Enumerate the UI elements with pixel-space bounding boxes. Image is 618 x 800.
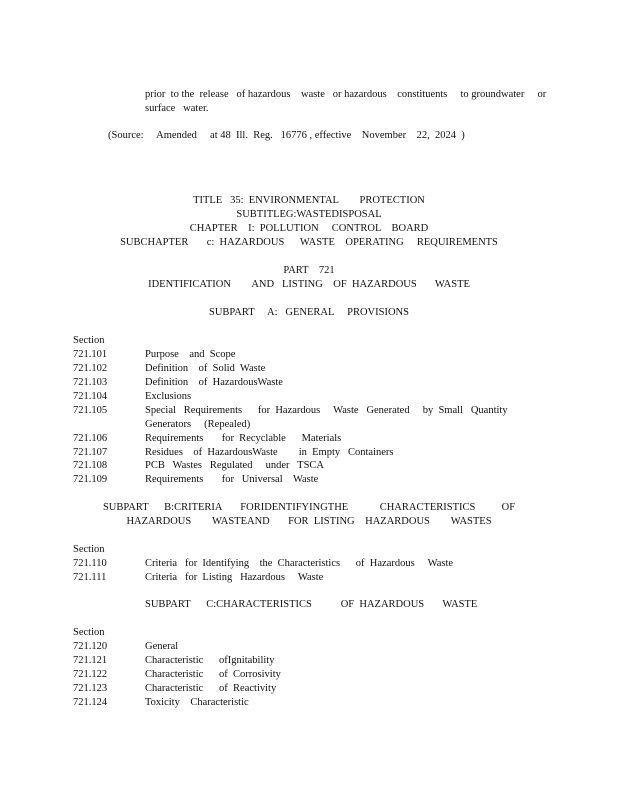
subpart-b-title-line-1: SUBPART B:CRITERIA FORIDENTIFYINGTHE CHARACTERISTICS OF	[102, 502, 516, 513]
section-title: General	[145, 641, 179, 652]
section-number: 721.108	[73, 460, 108, 471]
section-title: Requirements for Recyclable Materials	[145, 433, 342, 444]
section-number: 721.104	[73, 391, 108, 402]
section-number: 721.122	[73, 669, 108, 680]
section-number: 721.111	[73, 572, 107, 583]
section-number: 721.123	[73, 683, 108, 694]
section-title: Special Requirements for Hazardous Waste Generated by Small Quantity	[145, 405, 508, 416]
part-heading: PART 721	[283, 265, 335, 276]
section-label: Section	[73, 335, 105, 346]
title-heading: TITLE 35: ENVIRONMENTAL PROTECTION	[193, 195, 425, 206]
section-number: 721.110	[73, 558, 107, 569]
section-label: Section	[73, 627, 105, 638]
section-number: 721.109	[73, 474, 108, 485]
section-number: 721.106	[73, 433, 108, 444]
section-number: 721.101	[73, 349, 108, 360]
part-title: IDENTIFICATION AND LISTING OF HAZARDOUS WASTE	[148, 279, 470, 290]
section-label: Section	[73, 544, 105, 555]
section-number: 721.102	[73, 363, 108, 374]
section-number: 721.103	[73, 377, 108, 388]
section-title: Criteria for Listing Hazardous Waste	[145, 572, 324, 583]
source-note: (Source: Amended at 48 Ill. Reg. 16776 , effective November 22, 2024 )	[108, 130, 465, 141]
section-title: Exclusions	[145, 391, 192, 402]
section-title: Characteristic of Corrosivity	[145, 669, 281, 680]
section-title: Criteria for Identifying the Characteristics of Hazardous Waste	[145, 558, 454, 569]
subpart-b-title-line-2: HAZARDOUS WASTEAND FOR LISTING HAZARDOUS WASTES	[126, 516, 492, 527]
subtitle-heading: SUBTITLEG:WASTEDISPOSAL	[236, 209, 382, 220]
section-number: 721.121	[73, 655, 108, 666]
section-title: Definition of Solid Waste	[145, 363, 266, 374]
subchapter-heading: SUBCHAPTER c: HAZARDOUS WASTE OPERATING REQUIREMENTS	[120, 237, 498, 248]
section-title: Characteristic of Reactivity	[145, 683, 277, 694]
section-title: PCB Wastes Regulated under TSCA	[145, 460, 325, 471]
chapter-heading: CHAPTER I: POLLUTION CONTROL BOARD	[189, 223, 429, 234]
intro-line-2: surface water.	[145, 103, 209, 114]
section-number: 721.107	[73, 447, 108, 458]
section-title-continued: Generators (Repealed)	[145, 419, 251, 430]
section-title: Residues of HazardousWaste in Empty Containers	[145, 447, 394, 458]
section-number: 721.124	[73, 697, 108, 708]
section-title: Purpose and Scope	[145, 349, 236, 360]
section-number: 721.120	[73, 641, 108, 652]
subpart-c-title: SUBPART C:CHARACTERISTICS OF HAZARDOUS WASTE	[145, 599, 478, 610]
subpart-a-title: SUBPART A: GENERAL PROVISIONS	[209, 307, 409, 318]
section-title: Requirements for Universal Waste	[145, 474, 319, 485]
section-title: Toxicity Characteristic	[145, 697, 249, 708]
section-number: 721.105	[73, 405, 108, 416]
section-title: Definition of HazardousWaste	[145, 377, 283, 388]
section-title: Characteristic ofIgnitability	[145, 655, 275, 666]
intro-line-1: prior to the release of hazardous waste or hazardous constituents to groundwater or	[145, 89, 547, 100]
